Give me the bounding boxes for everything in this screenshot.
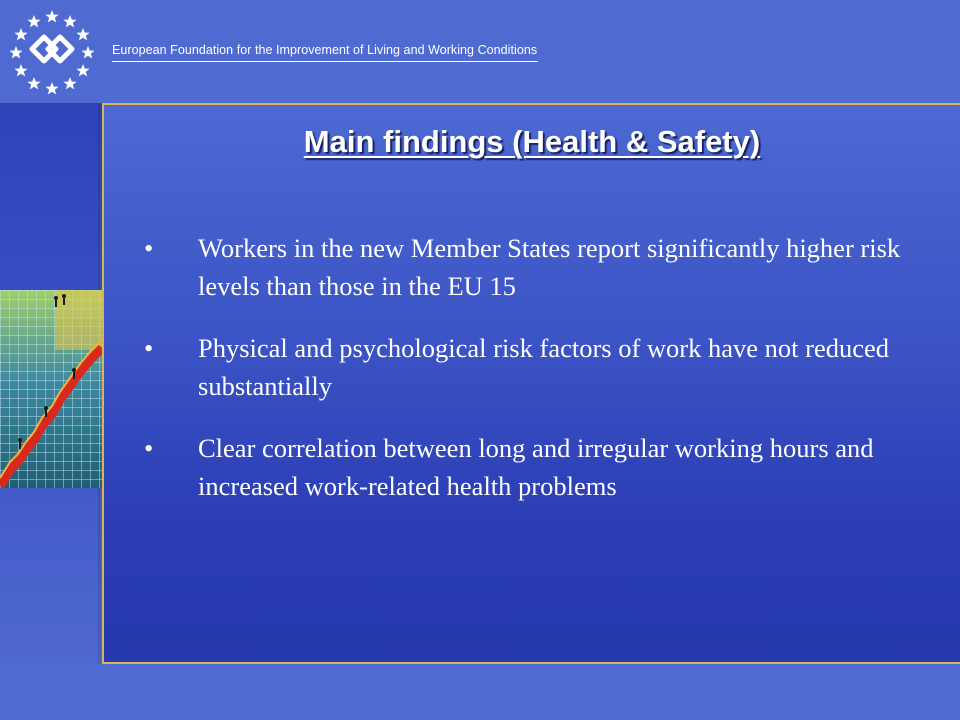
gold-frame-left: [102, 103, 104, 664]
list-item: [144, 229, 934, 305]
slide-title: [104, 124, 960, 160]
list-item: [144, 429, 934, 505]
organization-name: European Foundation for the Improvement of Living and Working Conditions: [112, 43, 538, 57]
footer-bar: [0, 664, 960, 720]
list-item-text: Clear correlation between long and irregular working hours and increased work-related health problems: [198, 433, 874, 501]
eu-stars-logo-icon: [4, 4, 100, 98]
bullet-icon: •: [144, 433, 154, 463]
organization-underline: [112, 61, 538, 62]
gold-frame-top: [102, 103, 960, 105]
slide-title-text: Main findings (Health & Safety): [303, 124, 761, 159]
bullet-icon: •: [144, 233, 154, 263]
findings-list: [144, 229, 934, 529]
staircase-figures-image: [0, 290, 102, 488]
list-item-text: Physical and psychological risk factors of work have not reduced substantially: [198, 333, 890, 401]
list-item-text: Workers in the new Member States report significantly higher risk levels than those in the EU 15: [198, 233, 901, 301]
list-item: [144, 329, 934, 405]
bullet-icon: •: [144, 333, 154, 363]
header-bar: [0, 0, 960, 103]
